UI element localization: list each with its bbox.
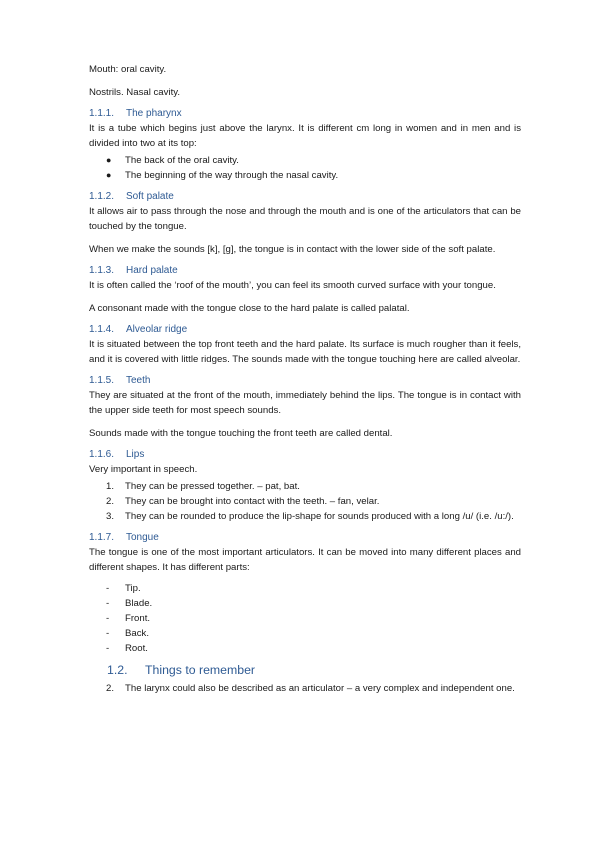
remember-list [89,681,521,696]
heading-alveolar-ridge: 1.1.4. Alveolar ridge [89,324,188,335]
pharynx-text: It is a tube which begins just above the larynx. It is different cm long in women and in men and is divided into two at its top: [89,123,521,149]
dash-icon: - [106,628,110,639]
lips-list [89,479,521,524]
heading-title: The pharynx [126,108,182,119]
teeth-text2: Sounds made with the tongue touching the front teeth are called dental. [89,428,393,439]
document-page [89,62,521,696]
lips-text: Very important in speech. [89,464,198,475]
tongue-text: The tongue is one of the most important articulators. It can be moved into many different places and different shapes. It has different parts: [89,547,521,573]
heading-pharynx [89,106,521,121]
dash-icon: - [106,613,110,624]
hard-palate-text: It is often called the ‘roof of the mouth’, you can feel its smooth curved surface with your tongue. [89,280,496,291]
list-item: - Root. [106,643,148,654]
heading-soft-palate: 1.1.2. Soft palate [89,191,174,202]
bullet-icon: ● [106,170,112,180]
list-item: 2. The larynx could also be described as an articulator – a very complex and independent one. [106,683,515,694]
list-item: - Blade. [106,598,153,609]
pharynx-bullets [89,153,521,183]
intro-mouth: Mouth: oral cavity. [89,64,167,75]
dash-icon: - [106,643,110,654]
dash-icon: - [106,583,110,594]
dash-icon: - [106,598,110,609]
heading-number: 1.1.1. [89,108,115,119]
soft-palate-text: It allows air to pass through the nose and through the mouth and is one of the articulators that can be touched by the tongue. [89,206,521,232]
heading-teeth: 1.1.5. Teeth [89,375,151,386]
heading-things-to-remember: 1.2. Things to remember [107,663,256,677]
heading-tongue: 1.1.7. Tongue [89,532,159,543]
list-item: 2. They can be brought into contact with the teeth. – fan, velar. [106,496,380,507]
list-item: ● The beginning of the way through the nasal cavity. [106,170,339,181]
teeth-text: They are situated at the front of the mouth, immediately behind the lips. The tongue is in contact with the upper side teeth for most speech sounds. [89,390,521,416]
heading-hard-palate: 1.1.3. Hard palate [89,265,178,276]
list-item: - Front. [106,613,151,624]
list-item: 3. They can be rounded to produce the lip-shape for sounds produced with a long /u/ (i.e. /u:/). [106,511,514,522]
list-item: 1. They can be pressed together. – pat, bat. [106,481,300,492]
bullet-icon: ● [106,155,112,165]
heading-lips: 1.1.6. Lips [89,449,145,460]
list-item: - Tip. [106,583,141,594]
tongue-parts [89,581,521,656]
list-item: ● The back of the oral cavity. [106,155,239,166]
soft-palate-text2: When we make the sounds [k], [g], the tongue is in contact with the lower side of the soft palate. [89,244,496,255]
intro-nostrils: Nostrils. Nasal cavity. [89,87,180,98]
hard-palate-text2: A consonant made with the tongue close to the hard palate is called palatal. [89,303,410,314]
alveolar-text: It is situated between the top front teeth and the hard palate. Its surface is much rougher than it feels, and it is covered with little ridges. The sounds made with the tongue touching here are called alveolar. [89,339,521,365]
list-item: - Back. [106,628,149,639]
